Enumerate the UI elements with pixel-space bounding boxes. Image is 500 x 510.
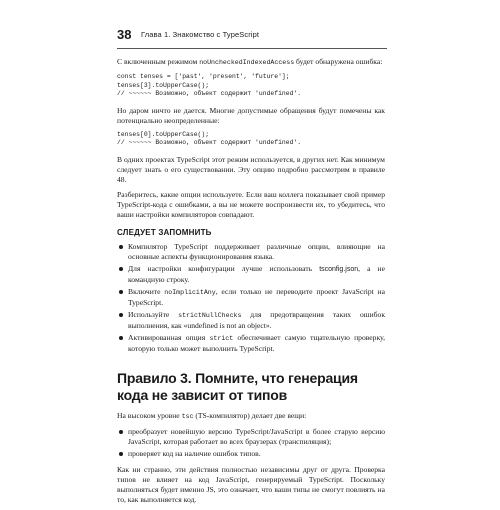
rule-3-intro xyxy=(117,411,385,422)
code-line: const tenses = ['past', 'present', 'future']; xyxy=(117,73,290,80)
no-free-paragraph: Но даром ничто не дается. Многие допустимые обращения будут помечены как потенциально неопределенные: xyxy=(117,105,385,125)
list-item xyxy=(117,449,385,459)
figure-out-paragraph: Разберитесь, какие опции используете. Если ваш коллега показывает свой пример TypeScript-кода с ошибками, а вы не можете воспроизвести их, то убедитесь, что ваши настройки компиляторов совпадают. xyxy=(117,189,385,219)
page-content xyxy=(117,57,385,510)
list-item-text: обеспечивает самую тщательную проверку, которую только может выполнить TypeScript. xyxy=(128,332,385,353)
intro-flag: noUncheckedIndexedAccess xyxy=(199,59,295,66)
code-line: // ~~~~~~ Возможно, объект содержит 'undefined'. xyxy=(117,90,302,97)
bullet-icon xyxy=(119,452,123,456)
chapter-title: Глава 1. Знакомство с TypeScript xyxy=(141,30,260,39)
list-item-text: проверяет код на наличие ошибок типов. xyxy=(128,448,261,458)
no-implicit-any-flag: noImplicitAny xyxy=(164,288,216,296)
bullet-icon xyxy=(119,336,123,340)
strict-null-checks-flag: strictNullChecks xyxy=(178,311,242,319)
running-header xyxy=(117,24,387,49)
list-item-text: , а не командную строку. xyxy=(128,263,385,284)
tsc-command: tsc xyxy=(181,412,194,420)
code-block-2 xyxy=(117,131,385,148)
list-item-text: , если только не переводите проект JavaScript на TypeScript. xyxy=(128,286,385,307)
remember-heading: СЛЕДУЕТ ЗАПОМНИТЬ xyxy=(117,227,212,237)
list-item xyxy=(117,310,385,331)
bullet-icon xyxy=(119,430,123,434)
rule-3-intro-before: На высоком уровне xyxy=(117,410,182,420)
remember-list xyxy=(117,242,385,354)
list-item xyxy=(117,287,385,308)
intro-text-after: будет обнаружена ошибка: xyxy=(294,57,383,66)
list-item xyxy=(117,242,385,262)
bullet-icon xyxy=(119,290,123,294)
code-line: tenses[3].toUpperCase(); xyxy=(117,81,210,89)
strict-flag: strict xyxy=(209,334,234,342)
list-item-text: Активированная опция xyxy=(128,332,210,342)
projects-paragraph: В одних проектах TypeScript этот режим используется, в других нет. Как минимум следует знать о его существовании. Эту опцию подробно рассмотрим в правиле 48. xyxy=(117,154,385,184)
rule-3-final-paragraph: Как ни странно, эти действия полностью независимы друг от друга. Проверка типов не влияет на код JavaScript, генерируемый TypeScript. Поскольку выполняться будет именно JS, это означает, что ваши типы не смогут повлиять на то, как выполняется код. xyxy=(117,464,385,504)
list-item xyxy=(117,264,385,285)
list-item-text: Включите xyxy=(128,286,165,296)
list-item xyxy=(117,333,385,354)
rule-3-title: Правило 3. Помните, что генерация кода не зависит от типов xyxy=(117,369,358,403)
list-item-text: Используйте xyxy=(128,309,179,319)
bullet-icon xyxy=(119,245,123,249)
list-item-text: преобразует новейшую версию TypeScript/JavaScript в более старую версию JavaScript, которая работает во всех браузерах (транспиляция); xyxy=(128,426,385,446)
code-line: // ~~~~~~ Возможно, объект содержит 'undefined'. xyxy=(117,139,302,146)
list-item-text: Компилятор TypeScript поддерживает различные опции, влияющие на основные аспекты функционирования языка. xyxy=(128,241,385,261)
rule-3-intro-after: (TS-компилятор) делает две вещи: xyxy=(193,410,307,420)
list-item-text: Для настройки конфигурации лучше использовать xyxy=(128,263,320,273)
page-number: 38 xyxy=(117,27,132,42)
code-block-1 xyxy=(117,73,385,99)
code-line: tenses[0].toUpperCase(); xyxy=(117,130,210,138)
list-item-text: для предотвращения таких ошибок выполнения, как «undefined is not an object». xyxy=(128,309,386,330)
list-item xyxy=(117,427,385,447)
bullet-icon xyxy=(119,313,123,317)
intro-paragraph xyxy=(117,57,385,68)
bullet-icon xyxy=(119,267,123,271)
tsconfig-filename: tsconfig.json xyxy=(319,265,359,273)
intro-text-before: С включенным режимом xyxy=(117,57,200,66)
rule-3-list xyxy=(117,427,385,459)
